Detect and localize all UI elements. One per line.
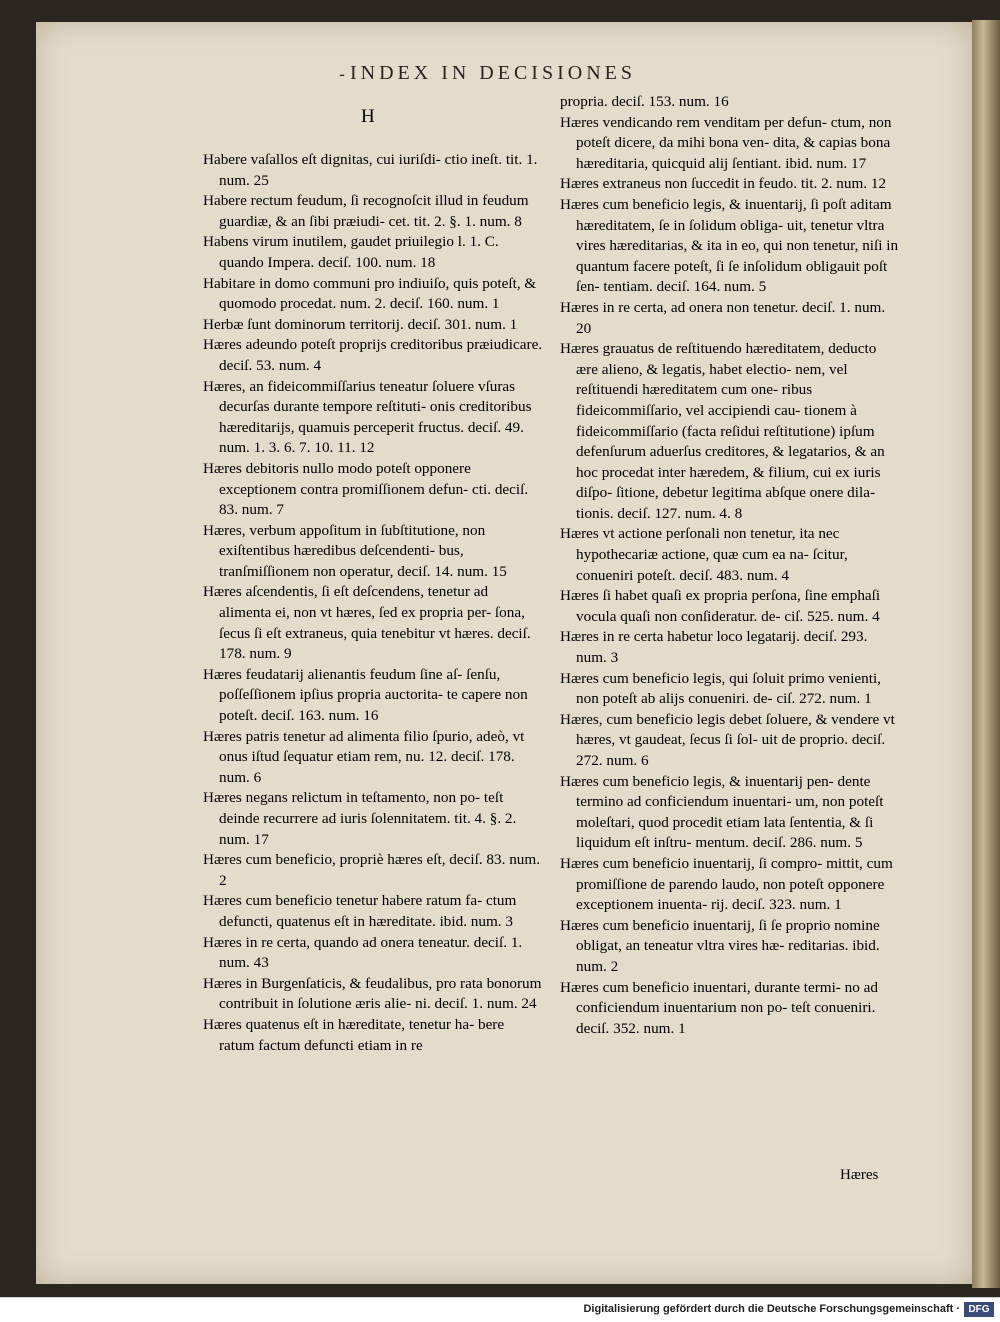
index-entry: Hæres vendicando rem venditam per defun- ctum, non poteſt dicere, da mihi bona ven- dita, & capias bona hæreditaria, quicquid alij ſentiant. ibid. num. 17 [560,113,892,172]
index-entry: Hæres quatenus eſt in hæreditate, tenetur ha- bere ratum factum defuncti etiam in re [203,1015,505,1054]
index-entry: Hæres cum beneficio inuentarij, ſi compro- mittit, cum promiſſione de parendo laudo, non poteſt opponere exceptionem inuenta- rij. deciſ. 323. num. 1 [560,854,893,914]
index-entry: Hæres cum beneficio tenetur habere ratum fa- ctum defuncti, quatenus eſt in hæreditate. ibid. num. 3 [203,892,517,930]
index-entry: Hæres in re certa habetur loco legatarij. deciſ. 293. num. 3 [560,628,868,667]
index-entry: Hæres extraneus non ſuccedit in feudo. tit. 2. num. 12 [560,175,887,193]
index-entry: Hæres cum beneficio, propriè hæres eſt, deciſ. 83. num. 2 [203,851,540,889]
index-entry: Hæres grauatus de reſtituendo hæreditatem, deducto ære alieno, & legatis, habet electio- nem, vel reſtituendi hæreditatem cum one- ribus fideicommiſſario, vel accipiendi cau- tionem à fideicommiſſario (facta reſidui reſtitutione) ipſum defenſurum aduerſus creditores, & legatarios, & an hoc procedat inter hæredem, & filium, cui ex iuris diſpo- ſitione, debetur legitima abſque onere dila- tionis. deciſ. 127. num. 4. 8 [560,340,885,522]
index-entry: Hæres vt actione perſonali non tenetur, ita nec hypothecariæ actione, quæ cum ea na- ſcitur, conueniri poteſt. deciſ. 483. num. 4 [560,525,848,584]
dfg-logo: DFG [964,1302,994,1317]
index-entry: propria. deciſ. 153. num. 16 [560,93,729,110]
index-entry: Hæres cum beneficio legis, qui ſoluit primo venienti, non poteſt ab alijs conueniri. de- ciſ. 272. num. 1 [560,669,881,708]
index-entry: Hæres cum beneficio inuentari, durante termi- no ad conficiendum inuentarium non po- teſt conueniri. deciſ. 352. num. 1 [560,978,878,1037]
index-entry: Hæres cum beneficio inuentarij, ſi ſe proprio nomine obligat, an teneatur vltra vires hæ- reditarias. ibid. num. 2 [560,916,880,975]
index-entry: Hæres negans relictum in teſtamento, non po- teſt deinde recurrere ad iuris ſolennitatem. tit. 4. §. 2. num. 17 [203,789,517,848]
index-entry: Habere vaſallos eſt dignitas, cui iuriſdi- ctio ineſt. tit. 1. num. 25 [203,151,538,189]
index-column-left [203,150,543,1056]
index-entry: Hæres in re certa, quando ad onera teneatur. deciſ. 1. num. 43 [203,933,523,972]
index-entry: Hæres cum beneficio legis, & inuentarij pen- dente termino ad conficiendum inuentari- um, non poteſt moleſtari, quod procedit etiam lata ſententia, & ſi liquidum eſt inſtru- mentum. deciſ. 286. num. 5 [560,772,884,852]
index-entry: Habens virum inutilem, gaudet priuilegio l. 1. C. quando Impera. deciſ. 100. num. 18 [203,233,499,271]
catchword: Hæres [840,1167,879,1183]
index-entry: Hæres adeundo poteſt proprijs creditoribus præiudicare. deciſ. 53. num. 4 [203,336,543,374]
index-entry: Hæres feudatarij alienantis feudum ſine aſ- ſenſu, poſſeſſionem ipſius propria auctorita- te capere non poteſt. deciſ. 163. num. 16 [203,665,528,725]
page-title: INDEX IN DECISIONES [350,62,636,84]
index-entry: Hæres, cum beneficio legis debet ſoluere, & vendere vt hæres, vt gaudeat, ſecus ſi ſol- uit de proprio. deciſ. 272. num. 6 [560,710,895,769]
section-letter: H [361,106,375,127]
index-entry: Hæres in re certa, ad onera non tenetur. deciſ. 1. num. 20 [560,298,886,337]
index-entry: Herbæ ſunt dominorum territorij. deciſ. 301. num. 1 [203,315,518,333]
header-mark: ـ [340,65,345,80]
index-entry: Hæres in Burgenſaticis, & feudalibus, pro rata bonorum contribuit in ſolutione æris alie- ni. deciſ. 1. num. 24 [203,974,542,1013]
index-entry: Hæres, verbum appoſitum in ſubſtitutione, non exiſtentibus hæredibus deſcendenti- bus, tranſmiſſionem non operatur, deciſ. 14. num. 15 [203,521,507,580]
page-header [340,62,636,85]
footer-bar [0,1297,1000,1322]
index-entry: Habitare in domo communi pro indiuiſo, quis poteſt, & quomodo procedat. num. 2. deciſ. 160. num. 1 [203,274,537,313]
index-entry: Habere rectum feudum, ſi recognoſcit illud in feudum guardiæ, & an ſibi præiudi- cet. tit. 2. §. 1. num. 8 [203,192,529,230]
index-column-right [560,92,900,1039]
funding-credit: Digitalisierung gefördert durch die Deutsche Forschungsgemeinschaft · [583,1303,960,1315]
index-entry: Hæres debitoris nullo modo poteſt opponere exceptionem contra promiſſionem defun- cti. deciſ. 83. num. 7 [203,459,529,519]
index-entry: Hæres cum beneficio legis, & inuentarij, ſi poſt aditam hæreditatem, ſe in ſolidum obliga- uit, tenetur vltra vires hæreditarias, & ita in eo, qui non tenetur, niſi in quantum facere poteſt, ſi ſe inſolidum obligauit poſt ſen- tentiam. deciſ. 164. num. 5 [560,195,899,296]
index-entry: Hæres ſi habet quaſi ex propria perſona, ſine emphaſi vocula quaſi non conſideratur. de- ciſ. 525. num. 4 [560,587,881,625]
index-entry: Hæres, an fideicommiſſarius teneatur ſoluere vſuras decurſas durante tempore reſtituti- onis creditoribus hæreditarijs, quamuis perceperit fructus. deciſ. 49. num. 1. 3. 6. 7. 10. 11. 12 [203,377,532,457]
index-entry: Hæres patris tenetur ad alimenta filio ſpurio, adeò, vt onus iſtud ſequatur etiam rem, nu. 12. deciſ. 178. num. 6 [203,727,525,786]
index-entry: Hæres aſcendentis, ſi eſt deſcendens, tenetur ad alimenta ei, non vt hæres, ſed ex propria per- ſona, ſecus ſi eſt extraneus, quia tenebitur vt hæres. deciſ. 178. num. 9 [203,583,531,663]
book-edge [972,20,1000,1288]
